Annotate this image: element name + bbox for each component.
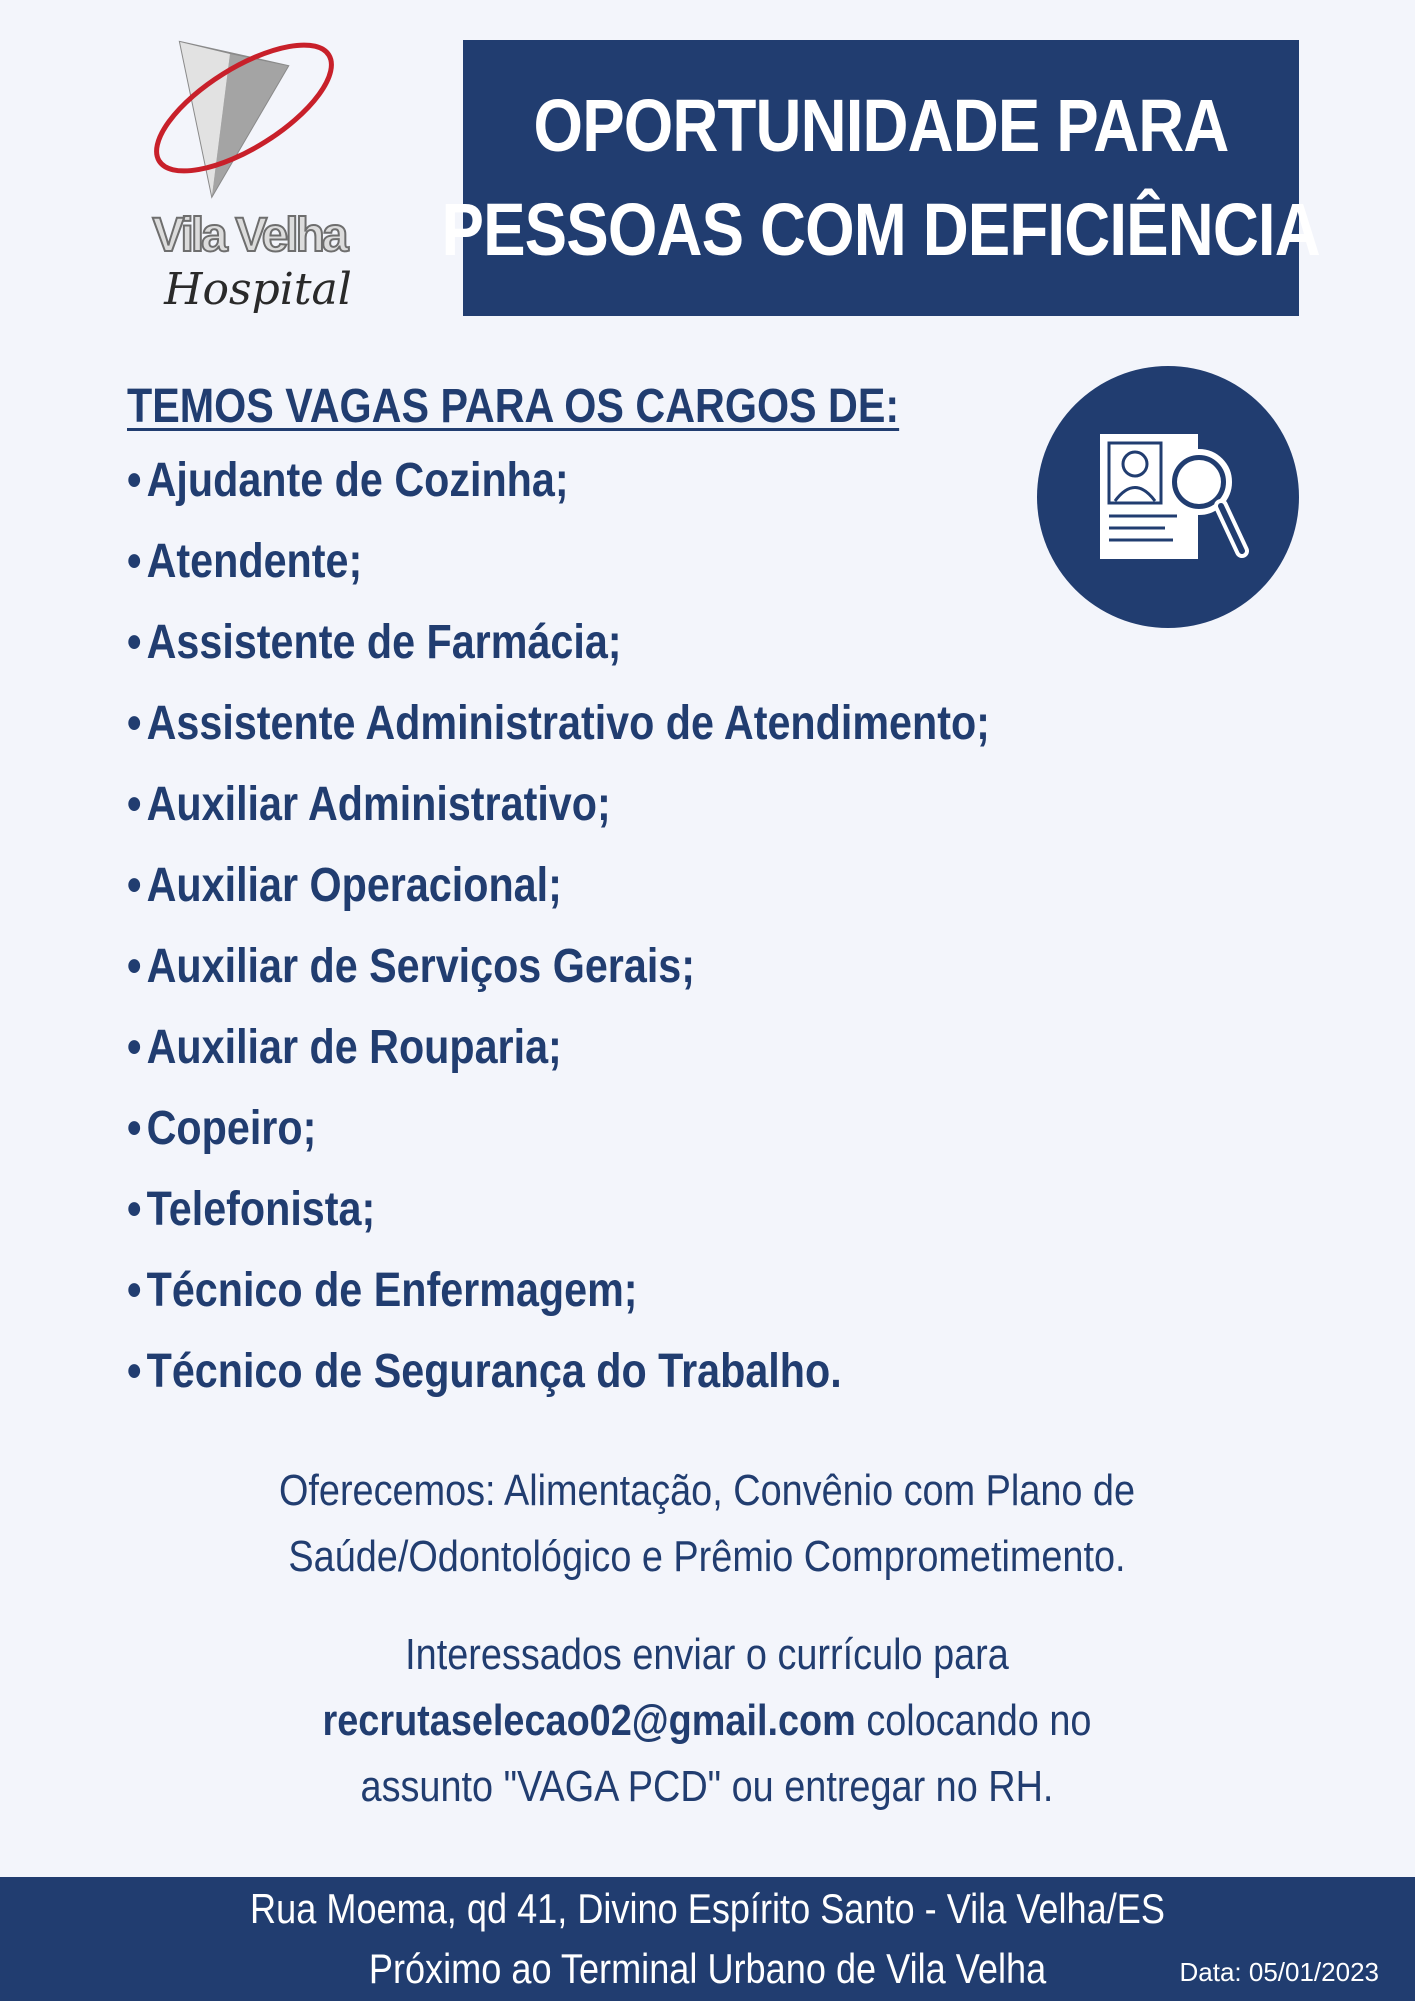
job-item [127, 1007, 990, 1088]
job-item [127, 1250, 990, 1331]
job-title: Assistente Administrativo de Atendimento; [146, 697, 990, 750]
contact-line-1: Interessados enviar o currículo para [405, 1630, 1009, 1679]
job-item [127, 1169, 990, 1250]
job-item [127, 764, 990, 845]
job-title: Atendente; [146, 535, 363, 588]
job-title: Técnico de Enfermagem; [146, 1264, 638, 1317]
bullet-icon: • [127, 859, 142, 912]
job-item [127, 602, 990, 683]
job-title: Auxiliar Administrativo; [146, 778, 611, 831]
contact-text [160, 1622, 1254, 1820]
jobs-section [127, 374, 1130, 1412]
benefits-line-2: Saúde/Odontológico e Prêmio Comprometimento. [288, 1532, 1126, 1581]
job-title: Ajudante de Cozinha; [146, 454, 569, 507]
job-item [127, 521, 990, 602]
bullet-icon: • [127, 1102, 142, 1155]
job-title: Assistente de Farmácia; [146, 616, 622, 669]
bullet-icon: • [127, 454, 142, 507]
contact-line-2-rest: colocando no [855, 1696, 1092, 1745]
job-title: Telefonista; [146, 1183, 376, 1236]
hospital-logo-icon [118, 36, 378, 216]
logo-name: Vila Velha [152, 209, 346, 262]
bullet-icon: • [127, 1021, 142, 1074]
bullet-icon: • [127, 616, 142, 669]
contact-line-3: assunto "VAGA PCD" ou entregar no RH. [360, 1762, 1054, 1811]
title-line-1: OPORTUNIDADE PARA [533, 84, 1229, 167]
logo-subtitle: Hospital [164, 264, 352, 315]
job-item [127, 1088, 990, 1169]
job-title: Técnico de Segurança do Trabalho. [146, 1345, 842, 1398]
footer [0, 1877, 1415, 2001]
job-item [127, 683, 990, 764]
footer-address-line-1: Rua Moema, qd 41, Divino Espírito Santo - Vila Velha/ES [250, 1885, 1165, 1932]
bullet-icon: • [127, 778, 142, 831]
contact-email[interactable]: recrutaselecao02@gmail.com [322, 1696, 856, 1745]
job-item [127, 845, 990, 926]
bullet-icon: • [127, 940, 142, 993]
footer-date: Data: 05/01/2023 [1179, 1957, 1379, 1987]
title-banner [441, 40, 1321, 316]
job-item [127, 440, 990, 521]
jobs-heading: TEMOS VAGAS PARA OS CARGOS DE: [127, 380, 900, 433]
bullet-icon: • [127, 1345, 142, 1398]
bullet-icon: • [127, 697, 142, 750]
hospital-logo [118, 36, 378, 326]
benefits-line-1: Oferecemos: Alimentação, Convênio com Plano de [278, 1466, 1136, 1515]
job-item [127, 926, 990, 1007]
bullet-icon: • [127, 1264, 142, 1317]
bullet-icon: • [127, 535, 142, 588]
job-title: Auxiliar de Rouparia; [146, 1021, 562, 1074]
job-list [127, 440, 1130, 1412]
contact-line-2 [237, 1688, 1178, 1754]
footer-address-line-2: Próximo ao Terminal Urbano de Vila Velha [368, 1945, 1047, 1992]
benefits-text [160, 1458, 1254, 1590]
job-item [127, 1331, 990, 1412]
title-line-2: PESSOAS COM DEFICIÊNCIA [441, 188, 1321, 271]
job-title: Auxiliar Operacional; [146, 859, 562, 912]
job-title: Copeiro; [146, 1102, 317, 1155]
job-title: Auxiliar de Serviços Gerais; [146, 940, 695, 993]
bullet-icon: • [127, 1183, 142, 1236]
